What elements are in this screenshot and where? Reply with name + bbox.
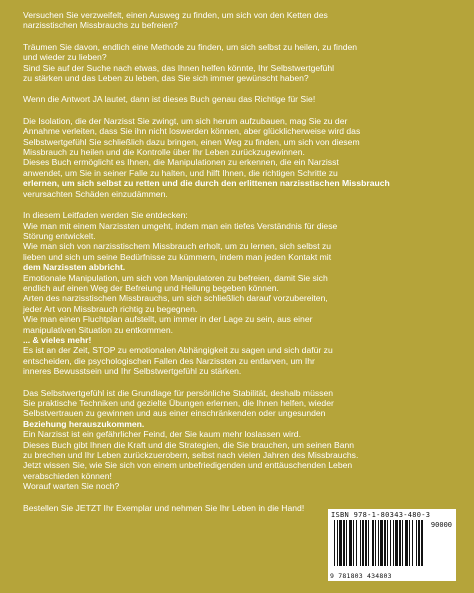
text-line: Wenn die Antwort JA lautet, dann ist dieses Buch genau das Richtige für Sie! bbox=[23, 94, 316, 105]
barcode-bar bbox=[390, 520, 391, 566]
barcode-bar bbox=[362, 520, 364, 566]
text-line: Träumen Sie davon, endlich eine Methode zu finden, um sich selbst zu heilen, zu finden bbox=[23, 41, 358, 52]
text-line: zu brechen und Ihr Leben zurückzuerobern, selbst nach vielen Jahren des Missbrauchs. bbox=[23, 450, 359, 461]
text-line: lieben und sich um seine Bedürfnisse zu kümmern, indem man jeden Kontakt mit bbox=[23, 251, 332, 262]
text-line: Die Isolation, die der Narzisst Sie zwingt, um sich herum aufzubauen, mag Sie zu der bbox=[23, 115, 348, 126]
text-line: anwendet, um Sie in seiner Falle zu halten, und hilft Ihnen, die richtigen Schritte zu bbox=[23, 167, 338, 178]
text-line: Sind Sie auf der Suche nach etwas, das Ihnen helfen könnte, Ihr Selbstwertgefühl bbox=[23, 62, 335, 73]
barcode-bar bbox=[412, 520, 413, 566]
barcode-bar bbox=[339, 520, 342, 566]
barcode-bar bbox=[384, 520, 386, 566]
text-line: Worauf warten Sie noch? bbox=[23, 481, 120, 492]
text-line: Jetzt wissen Sie, wie Sie sich von einem unbefriedigenden und enttäuschenden Leben bbox=[23, 460, 353, 471]
bold-text-line: Beziehung herauszukommen. bbox=[23, 418, 145, 429]
isolation-paragraph bbox=[23, 116, 455, 199]
barcode-bar bbox=[337, 520, 338, 566]
barcode-bar bbox=[405, 520, 408, 566]
barcode-digits: 9 781803 434803 bbox=[330, 572, 392, 580]
barcode-bar bbox=[334, 520, 335, 566]
intro-question bbox=[23, 10, 455, 31]
text-line: Dieses Buch gibt Ihnen die Kraft und die Strategien, die Sie brauchen, um seinen Bann bbox=[23, 439, 355, 450]
barcode-bar bbox=[375, 520, 376, 566]
isbn-label: ISBN 978-1-80343-480-3 bbox=[331, 511, 431, 519]
barcode-bar bbox=[378, 520, 379, 566]
text-line: Wie man sich von narzisstischem Missbrauch erholt, um zu lernen, sich selbst zu bbox=[23, 241, 332, 252]
text-line: Sie praktische Techniken und gezielte Übungen erlernen, die Ihnen helfen, wieder bbox=[23, 398, 334, 408]
barcode-bar bbox=[368, 520, 369, 566]
text-line: Das Selbstwertgefühl ist die Grundlage für persönliche Stabilität, deshalb müssen bbox=[23, 387, 334, 398]
bold-text-line: erlernen, um sich selbst zu retten und die durch den erlittenen narzisstischen Missbrauch bbox=[23, 178, 390, 189]
text-line: In diesem Leitfaden werden Sie entdecken: bbox=[23, 210, 188, 221]
barcode-bar bbox=[372, 520, 374, 566]
text-line: Missbrauch zu heilen und die Kontrolle über Ihr Leben zurückzugewinnen. bbox=[23, 147, 305, 158]
barcode-bar bbox=[346, 520, 347, 566]
bold-text-line: ... & vieles mehr! bbox=[23, 334, 92, 345]
bold-text-line: dem Narzissten abbricht. bbox=[23, 262, 126, 273]
barcode-bar bbox=[399, 520, 401, 566]
text-line: entscheiden, die psychologischen Fallen des Narzissten zu entlarven, um Ihr bbox=[23, 355, 315, 366]
text-line: jeder Art von Missbrauch richtig zu begegnen. bbox=[23, 303, 198, 314]
text-line: zu stärken und das Leben zu leben, das Sie sich immer gewünscht haben? bbox=[23, 73, 309, 84]
answer-yes-line bbox=[23, 94, 455, 104]
barcode-bar bbox=[387, 520, 388, 566]
price-code: 90000 bbox=[430, 521, 452, 529]
text-line: Ein Narzisst ist ein gefährlicher Feind, der Sie kaum mehr loslassen wird. bbox=[23, 429, 301, 440]
text-line: narzisstischen Missbrauchs zu befreien? bbox=[23, 20, 178, 31]
text-line: Es ist an der Zeit, STOP zu emotionalen Abhängigkeit zu sagen und sich dafür zu bbox=[23, 345, 333, 356]
text-line: Annahme verleiten, dass Sie ihn nicht loswerden können, aber glücklicherweise wird das bbox=[23, 126, 361, 137]
text-line: Selbstwertgefühl Sie schließlich dazu bringen, einen Weg zu finden, um sich von diesem bbox=[23, 136, 360, 147]
barcode-bar bbox=[349, 520, 352, 566]
text-line: verursachten Schäden einzudämmen. bbox=[23, 188, 168, 199]
barcode-bar bbox=[393, 520, 394, 566]
text-line: Bestellen Sie JETZT Ihr Exemplar und nehmen Sie Ihr Leben in die Hand! bbox=[23, 502, 305, 513]
text-line: Emotionale Manipulation, um sich von Manipulatoren zu befreien, damit Sie sich bbox=[23, 272, 328, 283]
barcode-bar bbox=[353, 520, 354, 566]
guide-list bbox=[23, 210, 455, 377]
back-cover-text bbox=[23, 10, 455, 524]
barcode-bar bbox=[360, 520, 361, 566]
text-line: Selbstvertrauen zu gewinnen und aus einer einschränkenden oder ungesunden bbox=[23, 408, 326, 419]
barcode-bar bbox=[365, 520, 367, 566]
barcode-bar bbox=[421, 520, 423, 566]
text-line: Versuchen Sie verzweifelt, einen Ausweg zu finden, um sich von den Ketten des bbox=[23, 10, 328, 20]
text-line: Wie man einen Fluchtplan aufstellt, um immer in der Lage zu sein, aus einer bbox=[23, 314, 313, 325]
text-line: Störung entwickelt. bbox=[23, 230, 96, 241]
text-line: manipulativen Situation zu entkommen. bbox=[23, 324, 173, 335]
text-line: Arten des narzisstischen Missbrauchs, um sich schließlich darauf vorzubereiten, bbox=[23, 293, 328, 304]
text-line: inneres Bewusstsein und Ihr Selbstwertgefühl zu stärken. bbox=[23, 366, 242, 377]
barcode-bar bbox=[380, 520, 383, 566]
text-line: verabschieden können! bbox=[23, 470, 112, 481]
barcode-bar bbox=[395, 520, 398, 566]
barcode-bar bbox=[409, 520, 410, 566]
barcode-bar bbox=[343, 520, 345, 566]
barcode-bars bbox=[334, 520, 426, 566]
text-line: Wie man mit einem Narzissten umgeht, indem man ein tiefes Verständnis für diese bbox=[23, 220, 338, 231]
barcode-bar bbox=[416, 520, 417, 566]
barcode-bar bbox=[356, 520, 357, 566]
barcode-bar bbox=[418, 520, 420, 566]
isbn-barcode bbox=[328, 509, 456, 581]
text-line: Dieses Buch ermöglicht es Ihnen, die Manipulationen zu erkennen, die ein Narzisst bbox=[23, 157, 339, 168]
self-esteem-paragraph bbox=[23, 388, 455, 492]
text-line: und wieder zu lieben? bbox=[23, 52, 107, 63]
text-line: endlich auf einen Weg der Befreiung und Heilung begeben können. bbox=[23, 282, 279, 293]
barcode-bar bbox=[402, 520, 403, 566]
dream-questions bbox=[23, 42, 455, 84]
